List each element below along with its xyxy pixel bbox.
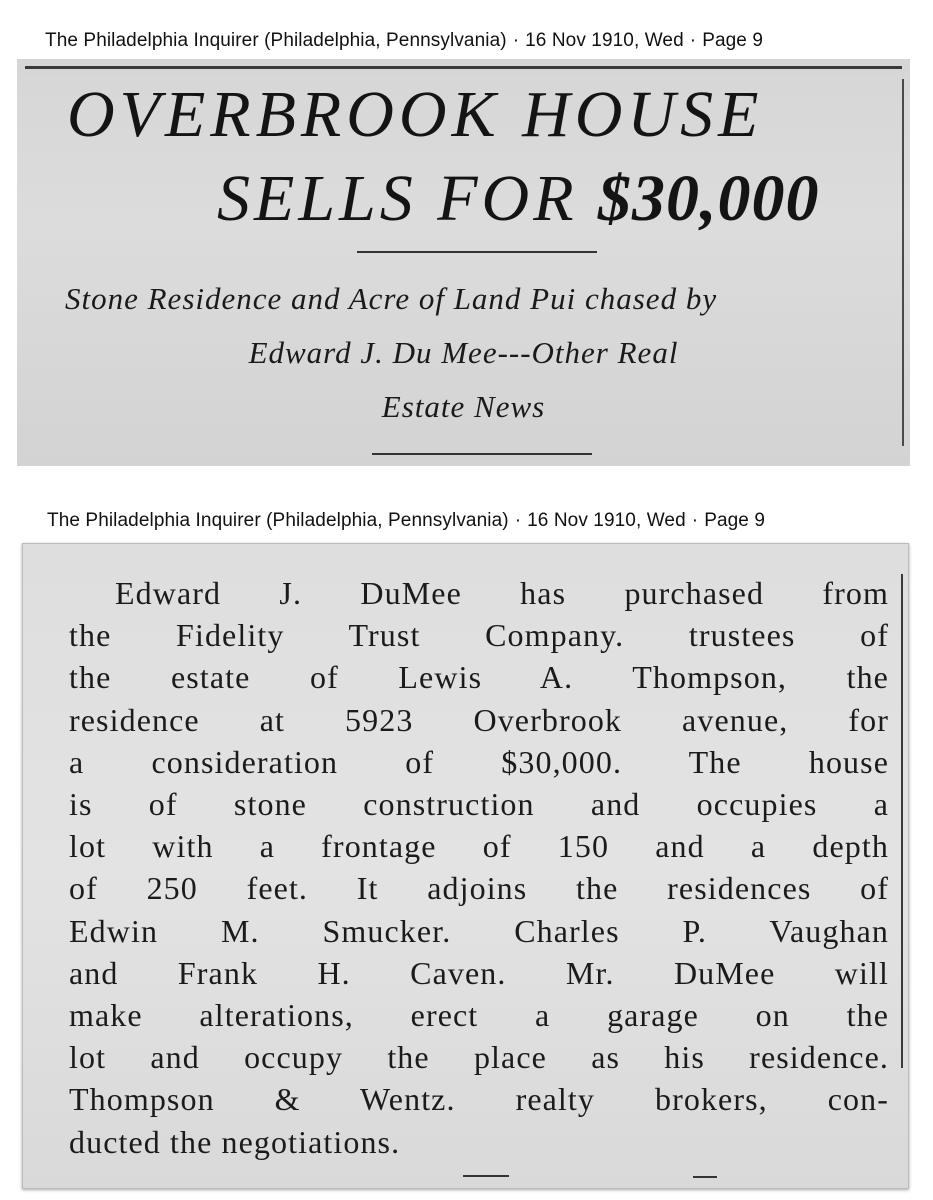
clipping-caption-top [45,30,763,52]
deck-line-3: Estate News [381,389,546,424]
article-line: a consideration of $30,000. The house [69,743,889,780]
clipping-caption-bottom [47,510,765,532]
caption-date: 16 Nov 1910, Wed [527,510,686,531]
article-line: make alterations, erect a garage on the [69,997,889,1034]
bottom-rule-mark [693,1176,717,1178]
deck-line-2: Edward J. Du Mee---Other Real [248,335,679,370]
article-line: ducted the negotiations. [69,1123,401,1160]
headline-amount: $30,000 [598,162,820,235]
column-rule [901,574,903,1068]
bottom-rule-mark [463,1175,509,1177]
article-line: the estate of Lewis A. Thompson, the [69,659,889,696]
caption-publication: The Philadelphia Inquirer (Philadelphia, Pennsylvania) [47,510,509,531]
top-rule [25,66,902,69]
article-line: lot and occupy the place as his residence. [69,1039,889,1076]
article-line: Edwin M. Smucker. Charles P. Vaughan [69,912,889,949]
deck-line-1: Stone Residence and Acre of Land Pui chased by [65,281,718,316]
article-body [69,572,889,1163]
caption-publication: The Philadelphia Inquirer (Philadelphia, Pennsylvania) [45,30,507,51]
article-line: Edward J. DuMee has purchased from [115,575,889,611]
caption-page: Page 9 [702,30,764,51]
article-line: residence at 5923 Overbrook avenue, for [69,701,889,738]
headline-clipping [17,59,910,466]
caption-separator: · [689,30,697,51]
caption-separator: · [514,510,522,531]
deck-bottom-divider [372,453,592,455]
caption-separator: · [691,510,699,531]
article-line: and Frank H. Caven. Mr. DuMee will [69,954,889,991]
article-line: of 250 feet. It adjoins the residences of [69,870,889,907]
article-line: is of stone construction and occupies a [69,786,889,823]
article-line: lot with a frontage of 150 and a depth [69,828,889,865]
article-clipping [22,543,909,1189]
caption-page: Page 9 [704,510,766,531]
headline-line-2 [217,161,820,237]
headline-prefix: SELLS FOR [217,162,578,235]
headline-line-1: OVERBROOK HOUSE [67,78,764,151]
caption-date: 16 Nov 1910, Wed [525,30,684,51]
caption-separator: · [512,30,520,51]
article-line: the Fidelity Trust Company. trustees of [69,617,889,654]
article-line: Thompson & Wentz. realty brokers, con- [69,1081,889,1118]
headline-divider [357,251,597,253]
